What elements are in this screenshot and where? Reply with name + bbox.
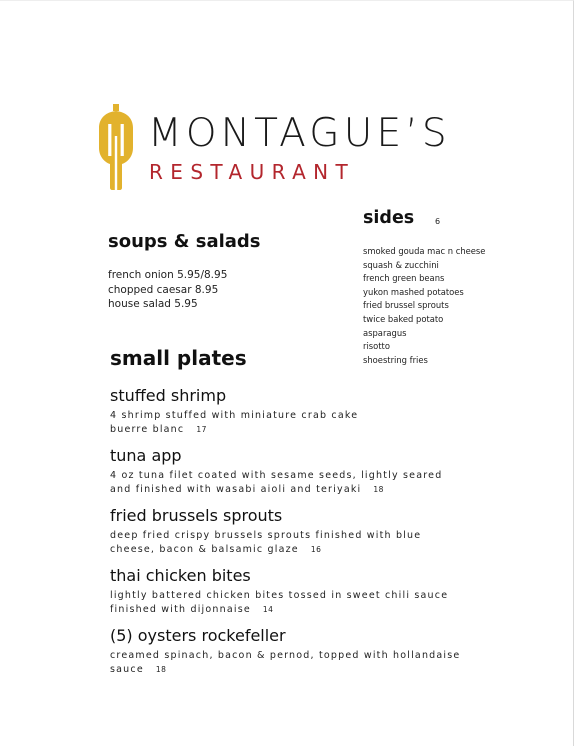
- dish-item: [110, 568, 448, 617]
- dish-desc-line: cheese, bacon & balsamic glaze: [110, 544, 299, 555]
- side-item: asparagus: [363, 327, 407, 338]
- dish-item: [110, 508, 421, 557]
- side-item: fried brussel sprouts: [363, 300, 449, 311]
- dish-name: thai chicken bites: [110, 566, 251, 585]
- dish-desc-line: deep fried crispy brussels sprouts finished with blue: [110, 530, 422, 541]
- soups-heading: soups & salads: [108, 231, 261, 252]
- sides-list: [363, 245, 485, 367]
- side-item: twice baked potato: [363, 313, 444, 324]
- dish-desc-line: lightly battered chicken bites tossed in sweet chili sauce: [110, 590, 449, 601]
- dish-description: [110, 469, 442, 497]
- side-item: risotto: [363, 341, 390, 352]
- dish-description: [110, 409, 358, 437]
- sides-heading: sides: [363, 208, 415, 228]
- dish-description: [110, 589, 448, 617]
- dish-name: (5) oysters rockefeller: [110, 626, 286, 645]
- dish-price: 18: [155, 665, 167, 674]
- dish-desc-line: creamed spinach, bacon & pernod, topped with hollandaise: [110, 650, 461, 661]
- sides-price: 6: [435, 217, 441, 226]
- side-item: french green beans: [363, 273, 445, 284]
- small-plates-heading: small plates: [110, 346, 247, 370]
- brand-name: MONTAGUE’S: [148, 111, 451, 156]
- dish-price: 16: [310, 545, 322, 554]
- dish-desc-line: and finished with wasabi aioli and teriyaki: [110, 484, 362, 495]
- dish-item: [110, 388, 358, 437]
- dish-desc-line: buerre blanc: [110, 424, 185, 435]
- side-item: squash & zucchini: [363, 259, 439, 270]
- dish-name: tuna app: [110, 446, 182, 465]
- dish-name: fried brussels sprouts: [110, 506, 283, 525]
- dish-price: 14: [262, 605, 274, 614]
- side-item: smoked gouda mac n cheese: [363, 246, 486, 256]
- brand-subtitle: RESTAURANT: [149, 160, 356, 184]
- dish-desc-line: 4 oz tuna filet coated with sesame seeds, lightly seared: [110, 470, 443, 481]
- dish-price: 18: [373, 485, 384, 494]
- dish-desc-line: finished with dijonnaise: [110, 604, 251, 615]
- fork-icon: [96, 104, 136, 190]
- dish-name: stuffed shrimp: [110, 386, 227, 405]
- side-item: yukon mashed potatoes: [363, 286, 464, 297]
- restaurant-logo: [96, 104, 476, 190]
- dish-description: [110, 529, 421, 557]
- soup-item: chopped caesar 8.95: [108, 283, 219, 296]
- soup-item: french onion 5.95/8.95: [108, 269, 228, 281]
- soup-item: house salad 5.95: [108, 298, 198, 310]
- dish-desc-line: 4 shrimp stuffed with miniature crab cake: [110, 410, 359, 421]
- dish-price: 17: [196, 425, 207, 434]
- dish-desc-line: sauce: [110, 664, 144, 675]
- dish-item: [110, 448, 442, 497]
- soups-list: [108, 268, 227, 312]
- dish-description: [110, 649, 460, 677]
- side-item: shoestring fries: [363, 354, 428, 365]
- dish-item: [110, 628, 460, 677]
